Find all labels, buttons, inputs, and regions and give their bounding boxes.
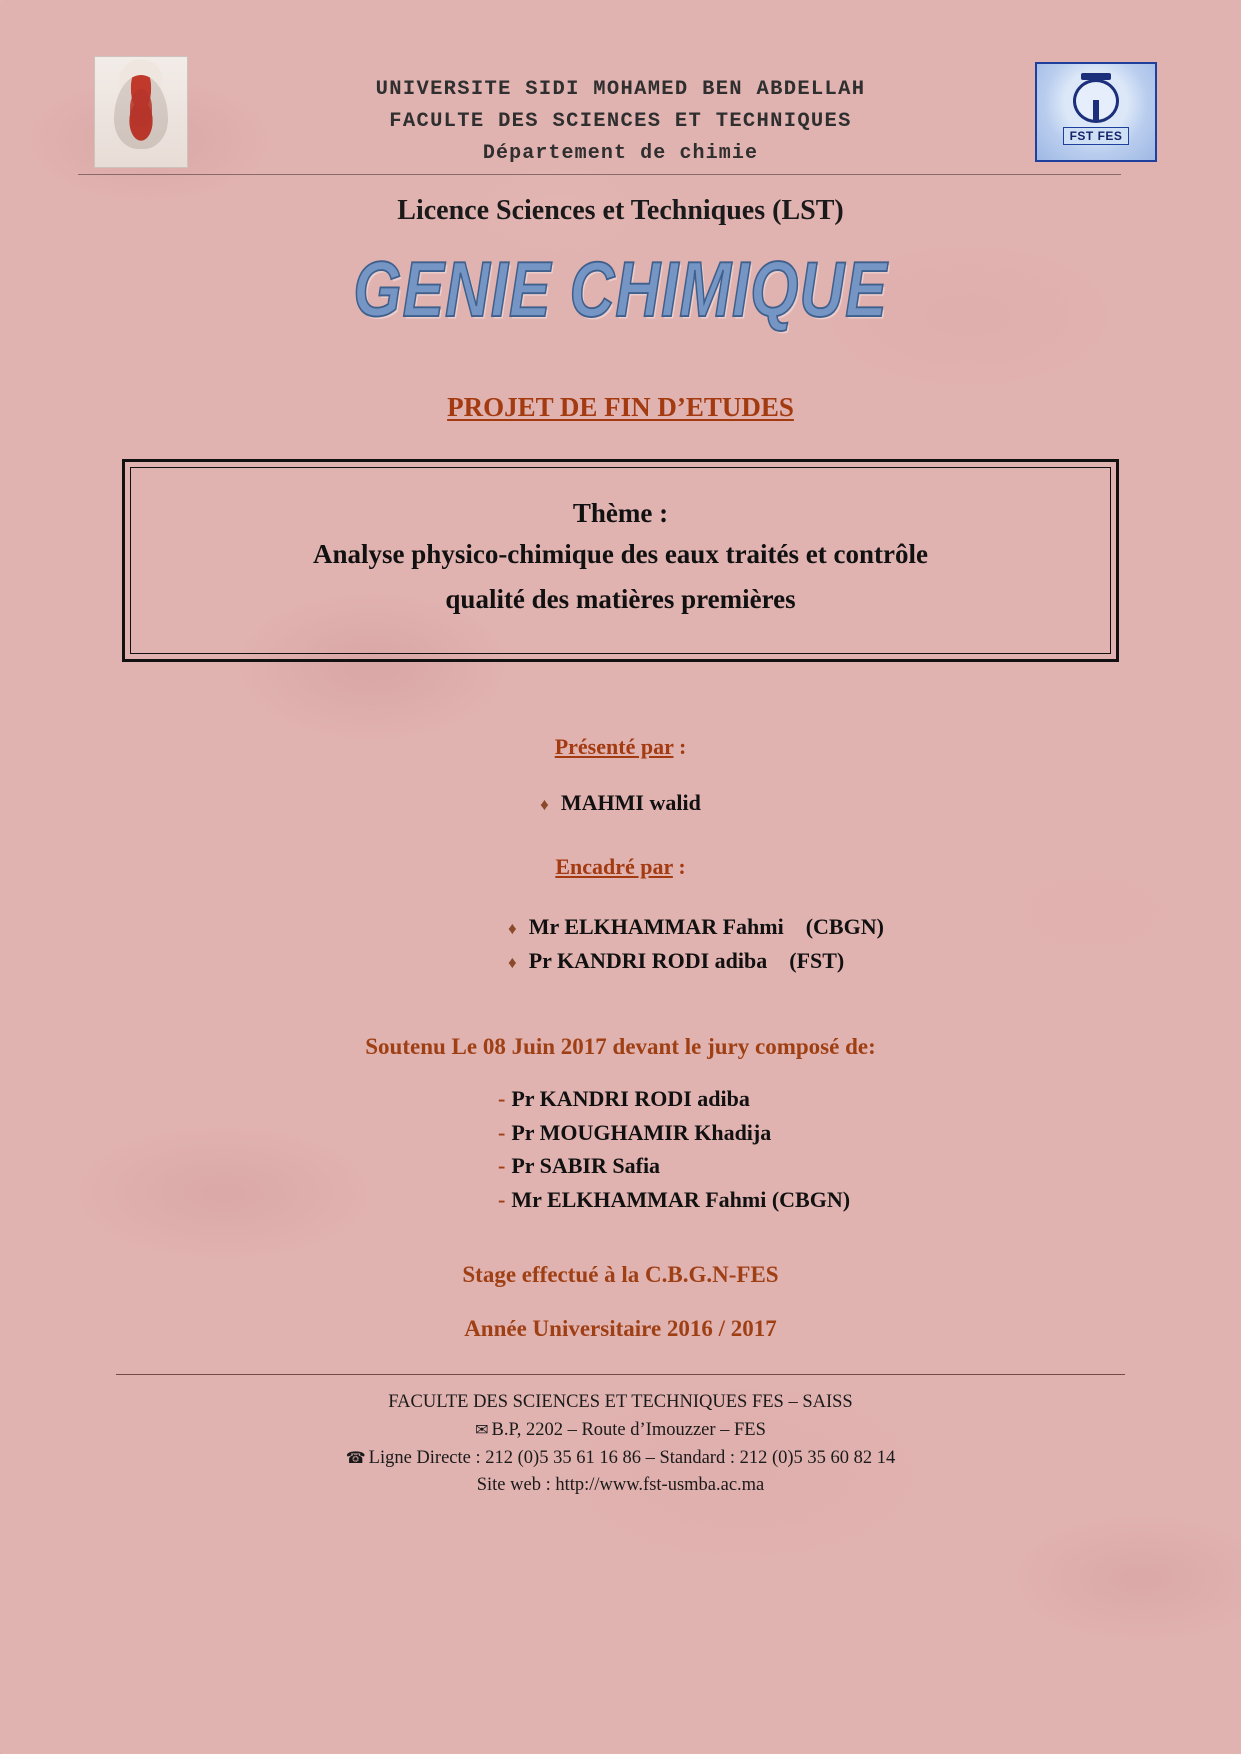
university-identity-block [78, 48, 1163, 169]
theme-title-line1: Analyse physico-chimique des eaux traités et contrôle [313, 539, 928, 569]
supervisor-org: (CBGN) [805, 914, 884, 940]
fst-emblem-icon [1073, 79, 1119, 123]
document-header [78, 48, 1163, 166]
academic-year-line: Année Universitaire 2016 / 2017 [464, 1316, 777, 1342]
footer-phone: Ligne Directe : 212 (0)5 35 61 16 86 – Standard : 212 (0)5 35 60 82 14 [368, 1447, 896, 1468]
footer-divider [116, 1374, 1125, 1375]
fst-logo-label: FST FES [1063, 127, 1130, 145]
footer-phone-row [78, 1445, 1163, 1473]
program-title: GENIE CHIMIQUE [353, 247, 888, 334]
supervised-by-heading [78, 854, 1163, 880]
footer-faculty: FACULTE DES SCIENCES ET TECHNIQUES FES – SAISS [388, 1392, 853, 1413]
supervisor-name: Mr ELKHAMMAR Fahmi [528, 914, 784, 940]
footer-address: B.P, 2202 – Route d’Imouzzer – FES [491, 1419, 766, 1440]
dash-bullet-icon: - [498, 1153, 506, 1179]
document-footer [78, 1389, 1163, 1500]
presented-by-label: Présenté par [554, 734, 674, 760]
list-item [498, 1183, 1163, 1216]
list-item [498, 1082, 1163, 1115]
list-item [508, 944, 1163, 978]
dash-bullet-icon: - [498, 1186, 506, 1212]
dash-bullet-icon: - [498, 1086, 506, 1112]
theme-box [122, 459, 1119, 662]
theme-box-inner [130, 467, 1111, 654]
theme-label: Thème : [572, 498, 669, 528]
program-wordart [78, 247, 1163, 334]
theme-title-line2: qualité des matières premières [445, 584, 796, 615]
presented-by-colon: : [673, 734, 687, 760]
phone-icon: ☎ [345, 1449, 366, 1467]
jury-member: Pr MOUGHAMIR Khadija [511, 1119, 772, 1145]
defense-line: Soutenu Le 08 Juin 2017 devant le jury composé de: [365, 1034, 876, 1060]
list-item [498, 1116, 1163, 1149]
mail-icon: ✉ [475, 1421, 489, 1439]
supervised-by-colon: : [672, 854, 686, 880]
student-entry [78, 790, 1163, 816]
project-type-label: PROJET DE FIN D’ETUDES [447, 392, 794, 422]
degree-title: Licence Sciences et Techniques (LST) [397, 195, 844, 226]
university-name: UNIVERSITE SIDI MOHAMED BEN ABDELLAH [375, 78, 866, 101]
list-item [498, 1149, 1163, 1182]
supervisor-org: (FST) [789, 948, 845, 974]
supervisor-name: Pr KANDRI RODI adiba [528, 948, 768, 974]
diamond-bullet-icon: ♦ [508, 919, 517, 939]
list-item [508, 910, 1163, 944]
footer-address-row [78, 1417, 1163, 1445]
faculty-name: FACULTE DES SCIENCES ET TECHNIQUES [389, 109, 852, 133]
fst-fes-logo [1035, 62, 1157, 162]
jury-member: Pr SABIR Safia [511, 1153, 661, 1179]
dash-bullet-icon: - [498, 1119, 506, 1145]
university-crest-logo [94, 56, 188, 168]
diamond-bullet-icon: ♦ [540, 795, 549, 815]
department-name: Département de chimie [482, 141, 759, 165]
student-name: MAHMI walid [560, 790, 701, 816]
supervised-by-label: Encadré par [555, 854, 673, 880]
footer-website: Site web : http://www.fst-usmba.ac.ma [476, 1475, 765, 1496]
internship-line: Stage effectué à la C.B.G.N-FES [462, 1262, 779, 1288]
header-divider [78, 174, 1121, 175]
diamond-bullet-icon: ♦ [508, 953, 517, 973]
jury-list [78, 1082, 1163, 1216]
supervisors-list [78, 910, 1163, 978]
jury-member: Mr ELKHAMMAR Fahmi (CBGN) [511, 1186, 851, 1212]
presented-by-heading [78, 734, 1163, 760]
jury-member: Pr KANDRI RODI adiba [511, 1086, 750, 1112]
